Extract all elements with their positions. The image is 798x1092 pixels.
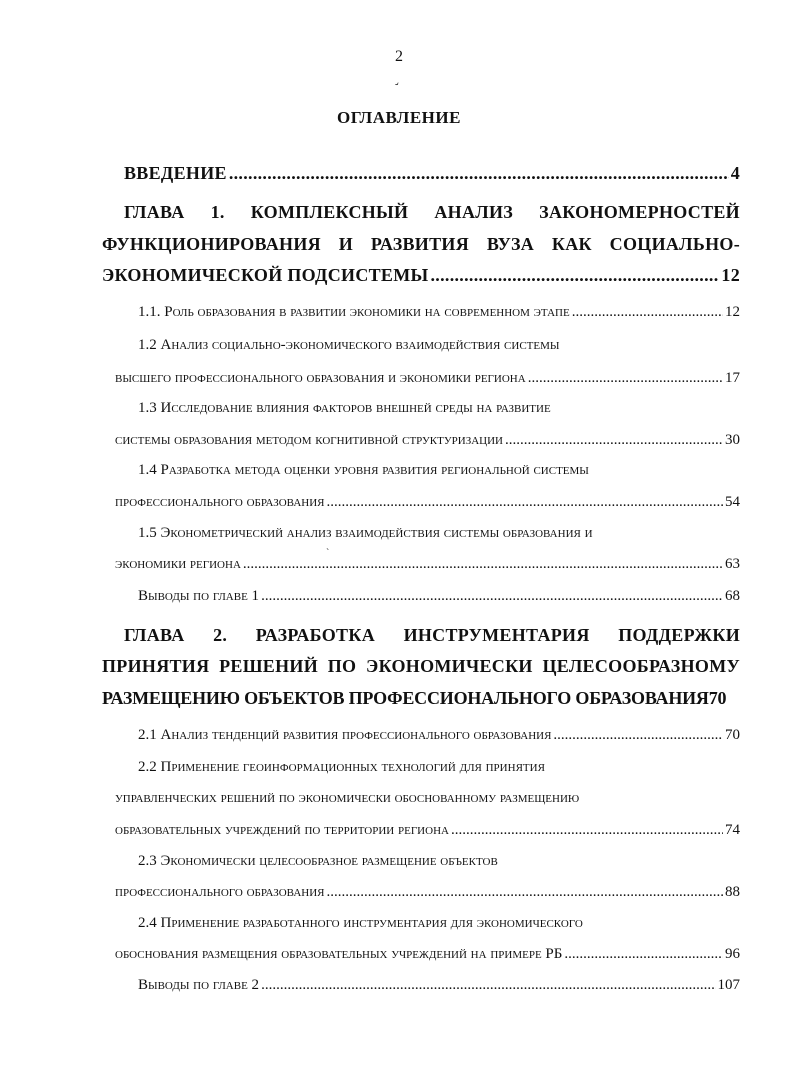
toc-section-2-2[interactable] (115, 822, 740, 839)
toc-entry-label: 2.1 Анализ тенденций развития профессионального образования (138, 727, 552, 743)
toc-page-number: 74 (725, 822, 740, 838)
scan-speck: ` (326, 548, 330, 559)
leader-dots (261, 977, 715, 994)
leader-dots (229, 163, 729, 184)
toc-entry-label: образовательных учреждений по территории региона (115, 822, 449, 838)
chapter-2-heading[interactable]: РАЗМЕЩЕНИЮ ОБЪЕКТОВ ПРОФЕССИОНАЛЬНОГО ОБРАЗОВАНИЯ70 (102, 688, 727, 708)
chapter-1-heading[interactable]: ФУНКЦИОНИРОВАНИЯ И РАЗВИТИЯ ВУЗА КАК СОЦИАЛЬНО- (102, 234, 740, 254)
toc-page-number: 68 (725, 588, 740, 604)
toc-section-1-3[interactable]: 1.3 Исследование влияния факторов внешней среды на развитие (138, 400, 551, 416)
toc-entry-label: 1.1. Роль образования в развитии экономики на современном этапе (138, 304, 570, 320)
toc-conclusions-2[interactable] (138, 977, 740, 994)
leader-dots (326, 884, 723, 901)
toc-section-2-4[interactable] (115, 946, 740, 963)
leader-dots (326, 494, 723, 511)
toc-entry-label: ВВЕДЕНИЕ (124, 163, 227, 183)
toc-entry-label: системы образования методом когнитивной структуризации (115, 432, 504, 448)
leader-dots (505, 432, 723, 449)
leader-dots (528, 370, 723, 387)
chapter-1-heading[interactable] (102, 265, 740, 286)
toc-section-2-2[interactable]: 2.2 Применение геоинформационных технологий для принятия (138, 759, 545, 775)
toc-section-2-4[interactable]: 2.4 Применение разработанного инструментария для экономического (138, 915, 583, 931)
leader-dots (261, 588, 723, 605)
toc-section-1-2[interactable]: 1.2 Анализ социально-экономического взаимодействия системы (138, 337, 560, 353)
toc-page-number: 4 (730, 163, 740, 183)
toc-section-1-1[interactable] (138, 304, 740, 321)
toc-page-number: 12 (721, 265, 740, 285)
chapter-2-heading[interactable]: ПРИНЯТИЯ РЕШЕНИЙ ПО ЭКОНОМИЧЕСКИ ЦЕЛЕСООБРАЗНОМУ (102, 656, 740, 676)
leader-dots (451, 822, 723, 839)
toc-section-2-3[interactable]: 2.3 Экономически целесообразное размещение объектов (138, 853, 498, 869)
toc-page-number: 96 (725, 946, 740, 962)
toc-section-2-1[interactable] (138, 727, 740, 744)
toc-page-number: 17 (725, 370, 740, 386)
toc-section-1-4[interactable] (115, 494, 740, 511)
toc-page-number: 107 (717, 977, 740, 993)
leader-dots (553, 727, 723, 744)
toc-page-number: 63 (725, 556, 740, 572)
toc-conclusions-1[interactable] (138, 588, 740, 605)
toc-entry-label: экономики региона (115, 556, 241, 572)
toc-section-2-3[interactable] (115, 884, 740, 901)
toc-section-1-5[interactable]: 1.5 Эконометрический анализ взаимодействия системы образования и (138, 525, 593, 541)
toc-section-1-2[interactable] (115, 370, 740, 387)
toc-entry-label: ЭКОНОМИЧЕСКОЙ ПОДСИСТЕМЫ (102, 265, 429, 285)
toc-page-number: 12 (725, 304, 740, 320)
toc-title: ОГЛАВЛЕНИЕ (337, 108, 461, 127)
toc-section-1-4[interactable]: 1.4 Разработка метода оценки уровня развития региональной системы (138, 462, 589, 478)
toc-section-1-3[interactable] (115, 432, 740, 449)
leader-dots (243, 556, 723, 573)
toc-section-2-2[interactable]: управленческих решений по экономически обоснованному размещению (115, 790, 580, 806)
toc-section-1-5[interactable] (115, 556, 740, 573)
chapter-2-heading[interactable]: ГЛАВА 2. РАЗРАБОТКА ИНСТРУМЕНТАРИЯ ПОДДЕРЖКИ (124, 625, 740, 645)
leader-dots (431, 265, 720, 286)
chapter-1-heading[interactable]: ГЛАВА 1. КОМПЛЕКСНЫЙ АНАЛИЗ ЗАКОНОМЕРНОСТЕЙ (124, 202, 740, 222)
toc-entry-intro[interactable] (124, 163, 740, 184)
scan-speck: ˇ (393, 80, 404, 95)
toc-entry-label: Выводы по главе 2 (138, 977, 260, 993)
toc-entry-label: Выводы по главе 1 (138, 588, 260, 604)
toc-entry-label: высшего профессионального образования и экономики региона (115, 370, 526, 386)
toc-entry-label: профессионального образования (115, 494, 325, 510)
toc-entry-label: профессионального образования (115, 884, 325, 900)
toc-page-number: 30 (725, 432, 740, 448)
toc-page-number: 54 (725, 494, 740, 510)
leader-dots (572, 304, 723, 321)
toc-entry-label: обоснования размещения образовательных учреждений на примере РБ (115, 946, 563, 962)
toc-page-number: 70 (725, 727, 740, 743)
page-number: 2 (395, 48, 403, 65)
leader-dots (564, 946, 723, 963)
toc-page-number: 88 (725, 884, 740, 900)
